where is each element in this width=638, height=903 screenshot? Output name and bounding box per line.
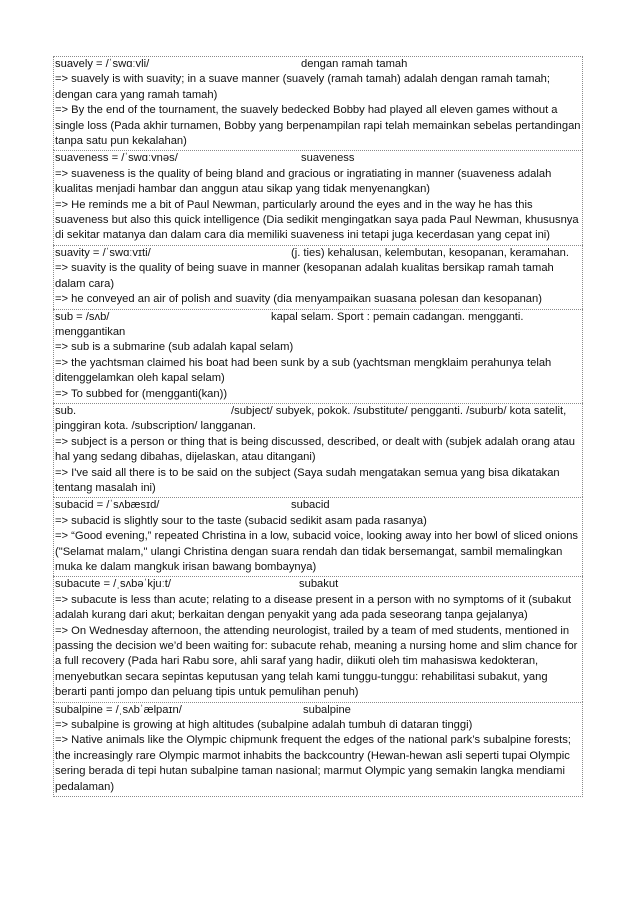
entry-line: => subacid is slightly sour to the taste (subacid sedikit asam pada rasanya) — [55, 514, 427, 527]
dictionary-page — [53, 56, 583, 797]
entry-line: => subject is a person or thing that is being discussed, described, or dealt with (subjek adalah orang atau hal yang sedang dibahas, dijelaskan, atau ditangani) — [55, 435, 575, 464]
entry-line: => He reminds me a bit of Paul Newman, particularly around the eyes and in the way he has this suaveness but also this quick intelligence (Dia sedikit mengingatkan saya pada Paul Newman, khususnya di sekitar matanya dan dalam cara dia memiliki suaveness ini tetapi juga kecerdasan yang cepat ini) — [55, 198, 579, 242]
entry-headword: suaveness = /ˈswɑːvnəs/ — [55, 152, 178, 165]
entry-headline — [55, 57, 581, 72]
entry-line: => To subbed for (mengganti(kan)) — [55, 387, 228, 400]
entry-headword: subacute = /ˌsʌbəˈkjuːt/ — [55, 578, 171, 591]
entry-line: => subalpine is growing at high altitudes (subalpine adalah tumbuh di dataran tinggi) — [55, 719, 473, 732]
entry-headword: subalpine = /ˌsʌbˈælpaɪn/ — [55, 703, 182, 716]
entry-headline — [55, 577, 581, 592]
entry-headword: sub. — [55, 404, 77, 417]
dictionary-entry — [53, 403, 583, 497]
entry-headline — [55, 246, 581, 261]
entry-line: => By the end of the tournament, the suavely bedecked Bobby had played all eleven games without a single loss (Pada akhir turnamen, Bobby yang berpenampilan rapi telah memainkan sebelas pertandingan tanpa satu pun kekalahan) — [55, 104, 581, 148]
dictionary-entry — [53, 309, 583, 403]
dictionary-entry — [53, 245, 583, 309]
entry-headline — [55, 703, 581, 718]
entry-line: => the yachtsman claimed his boat had been sunk by a sub (yachtsman mengklaim perahunya telah ditenggelamkan oleh kapal selam) — [55, 356, 552, 385]
entry-headline — [55, 498, 581, 513]
entry-line: menggantikan — [55, 325, 126, 338]
entry-line: => “Good evening,” repeated Christina in a low, subacid voice, looking away into her bowl of sliced onions ("Selamat malam," ulangi Christina dengan suara rendah dan tidak bersemangat, sambil memalingkan muka ke dalam mangkuk irisan bawang bombaynya) — [55, 530, 579, 573]
entry-meaning: subakut — [299, 578, 339, 591]
entry-line: => suavely is with suavity; in a suave manner (suavely (ramah tamah) adalah dengan ramah tamah; dengan cara yang ramah tamah) — [55, 73, 550, 101]
entry-headword: subacid = /ˈsʌbæsɪd/ — [55, 499, 160, 512]
entry-headword: suavely = /ˈswɑːvli/ — [55, 58, 150, 70]
entry-meaning: kapal selam. Sport : pemain cadangan. mengganti. — [271, 310, 524, 323]
dictionary-entry — [53, 56, 583, 150]
entry-line: => On Wednesday afternoon, the attending neurologist, trailed by a team of med students, mentioned in passing the decision we’d been waiting for: subacute rehab, meaning a nursing home and slim chance for a full recovery (Pada hari Rabu sore, ahli saraf yang hadir, diikuti oleh tim mahasiswa kedokteran, menyebutkan secara sepintas keputusan yang telah kami tunggu-tunggu: rehabilitasi subakut, yang berarti panti jompo dan peluang tipis untuk pemulihan penuh) — [55, 624, 578, 699]
entry-line: => suavity is the quality of being suave in manner (kesopanan adalah kualitas bersikap ramah tamah dalam cara) — [55, 262, 554, 290]
entry-meaning: /subject/ subyek, pokok. /substitute/ pengganti. /suburb/ kota satelit, — [231, 404, 567, 417]
entry-headline — [55, 404, 581, 419]
entry-line: => I've said all there is to be said on the subject (Saya sudah mengatakan semua yang bisa dikatakan tentang masalah ini) — [55, 466, 560, 494]
entry-headline — [55, 151, 581, 166]
dictionary-entry — [53, 576, 583, 701]
dictionary-entry — [53, 150, 583, 244]
entry-meaning: subacid — [291, 499, 330, 512]
entry-line: pinggiran kota. /subscription/ langganan. — [55, 420, 256, 433]
entry-headword: sub = /sʌb/ — [55, 310, 110, 323]
dictionary-entry — [53, 497, 583, 576]
entry-line: => Native animals like the Olympic chipmunk frequent the edges of the national park’s subalpine forests; the increasingly rare Olympic marmot inhabits the backcountry (Hewan-hewan asli seperti tupai Olympic sering berada di tepi hutan subalpine taman nasional; marmut Olympic yang semakin langka mendiami pedalaman) — [55, 734, 571, 793]
entry-line: => suaveness is the quality of being bland and gracious or ingratiating in manner (suaveness adalah kualitas menjadi hambar dan anggun atau sikap yang tidak menyenangkan) — [55, 167, 552, 196]
entry-meaning: (j. ties) kehalusan, kelembutan, kesopanan, keramahan. — [291, 246, 569, 259]
entry-meaning: subalpine — [303, 703, 351, 716]
entry-headline — [55, 310, 581, 325]
dictionary-entry — [53, 702, 583, 797]
entry-line: => he conveyed an air of polish and suavity (dia menyampaikan suasana polesan dan kesopanan) — [55, 293, 542, 306]
entry-line: => subacute is less than acute; relating to a disease present in a person with no symptoms of it (subakut adalah kurang dari akut; berkaitan dengan penyakit yang ada pada seseorang tanpa gejalanya) — [55, 593, 572, 622]
entry-meaning: dengan ramah tamah — [301, 58, 408, 70]
entry-line: => sub is a submarine (sub adalah kapal selam) — [55, 341, 294, 354]
entry-meaning: suaveness — [301, 152, 355, 165]
entry-headword: suavity = /ˈswɑːvɪti/ — [55, 246, 151, 259]
